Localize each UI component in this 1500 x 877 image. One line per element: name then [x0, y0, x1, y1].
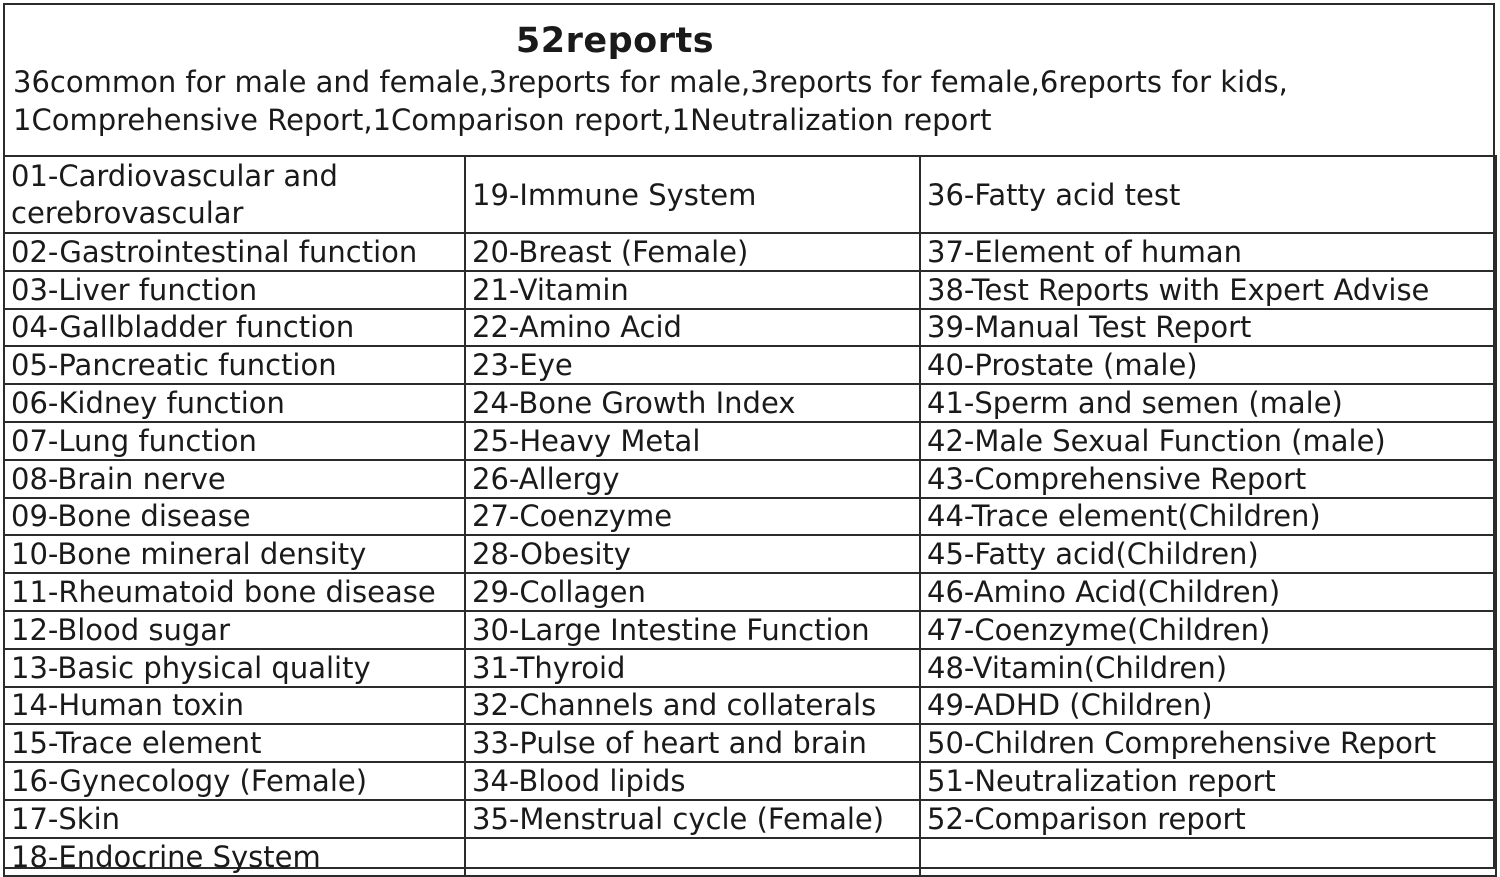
table-row [4, 346, 1496, 384]
reports-table [3, 155, 1497, 877]
table-cell: 47-Coenzyme(Children) [920, 611, 1496, 649]
table-cell: 18-Endocrine System [4, 838, 465, 876]
table-cell: 38-Test Reports with Expert Advise [920, 271, 1496, 309]
table-cell: 36-Fatty acid test [920, 156, 1496, 233]
table-cell: 16-Gynecology (Female) [4, 762, 465, 800]
table-cell: 49-ADHD (Children) [920, 687, 1496, 725]
table-cell: 08-Brain nerve [4, 460, 465, 498]
table-cell: 41-Sperm and semen (male) [920, 384, 1496, 422]
table-cell: 22-Amino Acid [465, 309, 920, 347]
table-cell: 14-Human toxin [4, 687, 465, 725]
table-row [4, 611, 1496, 649]
table-cell: 02-Gastrointestinal function [4, 233, 465, 271]
table-cell: 23-Eye [465, 346, 920, 384]
table-cell: 39-Manual Test Report [920, 309, 1496, 347]
table-cell: 12-Blood sugar [4, 611, 465, 649]
table-cell: 13-Basic physical quality [4, 649, 465, 687]
table-cell: 29-Collagen [465, 573, 920, 611]
page-title: 52reports [515, 21, 715, 61]
table-cell: 52-Comparison report [920, 800, 1496, 838]
table-row [4, 460, 1496, 498]
table-cell: 21-Vitamin [465, 271, 920, 309]
page-subtitle: 36common for male and female,3reports for male,3reports for female,6reports for kids, 1Comprehensive Report,1Comparison report,1Neutralization report [13, 65, 1288, 137]
table-cell: 32-Channels and collaterals [465, 687, 920, 725]
table-cell: 24-Bone Growth Index [465, 384, 920, 422]
table-cell: 20-Breast (Female) [465, 233, 920, 271]
table-cell: 10-Bone mineral density [4, 535, 465, 573]
table-row [4, 687, 1496, 725]
table-row [4, 422, 1496, 460]
header [5, 5, 1493, 155]
table-cell: 19-Immune System [465, 156, 920, 233]
table-cell: 03-Liver function [4, 271, 465, 309]
table-cell: 05-Pancreatic function [4, 346, 465, 384]
table-cell: 51-Neutralization report [920, 762, 1496, 800]
table-cell: 11-Rheumatoid bone disease [4, 573, 465, 611]
table-cell: 15-Trace element [4, 724, 465, 762]
table-row [4, 724, 1496, 762]
table-cell: 35-Menstrual cycle (Female) [465, 800, 920, 838]
table-row [4, 271, 1496, 309]
table-cell: 28-Obesity [465, 535, 920, 573]
table-row [4, 838, 1496, 876]
table-cell: 44-Trace element(Children) [920, 498, 1496, 536]
table-cell: 07-Lung function [4, 422, 465, 460]
table-cell: 37-Element of human [920, 233, 1496, 271]
table-row [4, 233, 1496, 271]
table-cell: 26-Allergy [465, 460, 920, 498]
table-cell: 45-Fatty acid(Children) [920, 535, 1496, 573]
table-cell: 17-Skin [4, 800, 465, 838]
table-cell: 34-Blood lipids [465, 762, 920, 800]
table-cell: 06-Kidney function [4, 384, 465, 422]
table-cell [920, 838, 1496, 876]
table-cell: 48-Vitamin(Children) [920, 649, 1496, 687]
table-cell: 31-Thyroid [465, 649, 920, 687]
table-cell: 25-Heavy Metal [465, 422, 920, 460]
table-cell: 09-Bone disease [4, 498, 465, 536]
table-cell: 01-Cardiovascular and cerebrovascular [4, 156, 465, 233]
table-cell: 50-Children Comprehensive Report [920, 724, 1496, 762]
table-cell: 30-Large Intestine Function [465, 611, 920, 649]
report-list-panel [3, 3, 1495, 874]
table-cell: 40-Prostate (male) [920, 346, 1496, 384]
table-cell: 27-Coenzyme [465, 498, 920, 536]
table-row [4, 384, 1496, 422]
table-cell: 33-Pulse of heart and brain [465, 724, 920, 762]
table-cell: 43-Comprehensive Report [920, 460, 1496, 498]
table-row [4, 800, 1496, 838]
table-row [4, 573, 1496, 611]
table-row [4, 649, 1496, 687]
table-row [4, 535, 1496, 573]
table-row [4, 762, 1496, 800]
table-cell [465, 838, 920, 876]
table-row [4, 498, 1496, 536]
table-cell: 42-Male Sexual Function (male) [920, 422, 1496, 460]
table-row [4, 309, 1496, 347]
table-row [4, 156, 1496, 233]
table-cell: 46-Amino Acid(Children) [920, 573, 1496, 611]
table-cell: 04-Gallbladder function [4, 309, 465, 347]
